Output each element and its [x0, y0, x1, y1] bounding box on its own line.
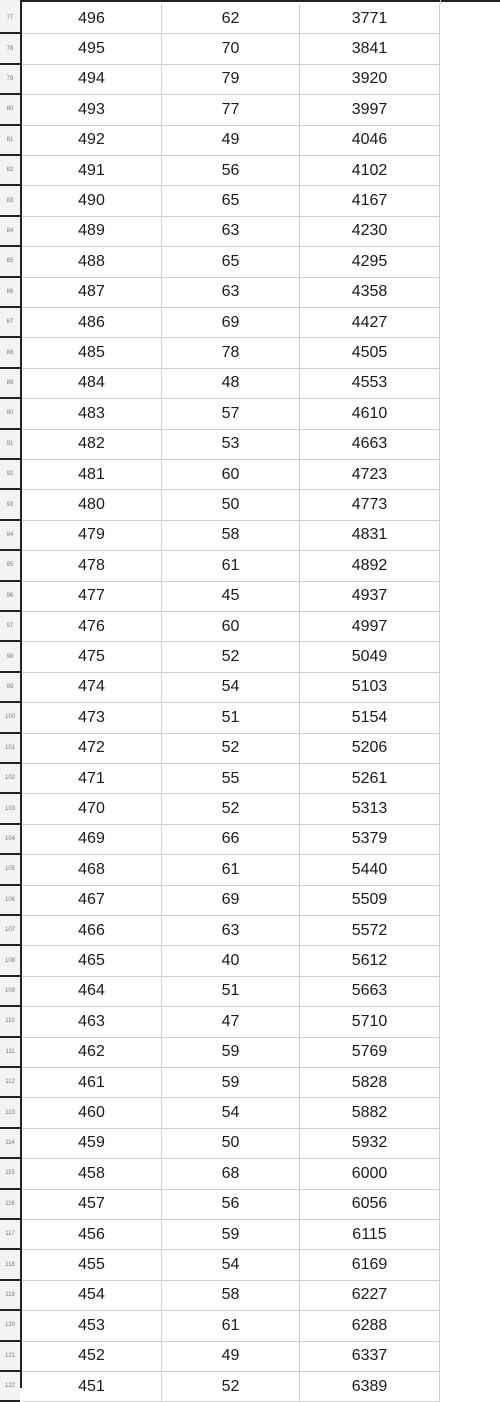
- table-row[interactable]: [0, 490, 500, 520]
- row-number[interactable]: 119: [0, 1281, 20, 1311]
- cell-col-b[interactable]: 48: [162, 369, 300, 399]
- cell-col-b[interactable]: 49: [162, 126, 300, 156]
- table-row[interactable]: [0, 1311, 500, 1341]
- cell-col-c[interactable]: 4102: [300, 156, 440, 186]
- row-number[interactable]: 106: [0, 886, 20, 916]
- cell-col-c[interactable]: 4427: [300, 308, 440, 338]
- row-number[interactable]: 82: [0, 156, 20, 186]
- cell-col-c[interactable]: 6227: [300, 1281, 440, 1311]
- cell-col-c[interactable]: 6115: [300, 1220, 440, 1250]
- cell-col-c[interactable]: 5612: [300, 946, 440, 976]
- cell-col-a[interactable]: 487: [22, 278, 162, 308]
- table-row[interactable]: [0, 703, 500, 733]
- cell-col-c[interactable]: 6169: [300, 1250, 440, 1280]
- cell-col-b[interactable]: 60: [162, 612, 300, 642]
- row-number[interactable]: 98: [0, 642, 20, 672]
- cell-col-c[interactable]: 5509: [300, 886, 440, 916]
- table-row[interactable]: [0, 794, 500, 824]
- row-number[interactable]: 77: [0, 4, 20, 34]
- cell-col-b[interactable]: 65: [162, 186, 300, 216]
- row-number[interactable]: 102: [0, 764, 20, 794]
- table-row[interactable]: [0, 642, 500, 672]
- cell-col-b[interactable]: 56: [162, 1190, 300, 1220]
- table-row[interactable]: [0, 946, 500, 976]
- cell-col-c[interactable]: 4723: [300, 460, 440, 490]
- row-number[interactable]: 117: [0, 1220, 20, 1250]
- cell-col-c[interactable]: 4553: [300, 369, 440, 399]
- cell-col-a[interactable]: 472: [22, 734, 162, 764]
- row-number[interactable]: 95: [0, 551, 20, 581]
- row-number[interactable]: 94: [0, 521, 20, 551]
- cell-col-a[interactable]: 480: [22, 490, 162, 520]
- row-number[interactable]: 109: [0, 977, 20, 1007]
- table-row[interactable]: [0, 34, 500, 64]
- cell-col-a[interactable]: 476: [22, 612, 162, 642]
- cell-col-a[interactable]: 488: [22, 247, 162, 277]
- row-number[interactable]: 88: [0, 338, 20, 368]
- cell-col-a[interactable]: 494: [22, 65, 162, 95]
- cell-col-b[interactable]: 69: [162, 308, 300, 338]
- cell-col-c[interactable]: 5440: [300, 855, 440, 885]
- cell-col-a[interactable]: 468: [22, 855, 162, 885]
- cell-col-b[interactable]: 63: [162, 278, 300, 308]
- table-row[interactable]: [0, 1281, 500, 1311]
- cell-col-a[interactable]: 473: [22, 703, 162, 733]
- row-number[interactable]: 115: [0, 1159, 20, 1189]
- cell-col-b[interactable]: 63: [162, 916, 300, 946]
- cell-col-b[interactable]: 52: [162, 734, 300, 764]
- table-row[interactable]: [0, 886, 500, 916]
- cell-col-c[interactable]: 4831: [300, 521, 440, 551]
- cell-col-b[interactable]: 47: [162, 1007, 300, 1037]
- cell-col-b[interactable]: 60: [162, 460, 300, 490]
- cell-col-c[interactable]: 5261: [300, 764, 440, 794]
- row-number[interactable]: 97: [0, 612, 20, 642]
- cell-col-b[interactable]: 49: [162, 1342, 300, 1372]
- cell-col-b[interactable]: 54: [162, 673, 300, 703]
- cell-col-b[interactable]: 54: [162, 1098, 300, 1128]
- cell-col-a[interactable]: 452: [22, 1342, 162, 1372]
- row-number[interactable]: 114: [0, 1129, 20, 1159]
- cell-col-b[interactable]: 52: [162, 642, 300, 672]
- cell-col-a[interactable]: 471: [22, 764, 162, 794]
- row-number[interactable]: 96: [0, 582, 20, 612]
- cell-col-b[interactable]: 65: [162, 247, 300, 277]
- cell-col-c[interactable]: 6056: [300, 1190, 440, 1220]
- cell-col-b[interactable]: 66: [162, 825, 300, 855]
- row-number[interactable]: 99: [0, 673, 20, 703]
- cell-col-a[interactable]: 483: [22, 399, 162, 429]
- cell-col-a[interactable]: 495: [22, 34, 162, 64]
- cell-col-c[interactable]: 4358: [300, 278, 440, 308]
- cell-col-b[interactable]: 45: [162, 582, 300, 612]
- cell-col-c[interactable]: 5572: [300, 916, 440, 946]
- cell-col-b[interactable]: 52: [162, 794, 300, 824]
- cell-col-b[interactable]: 53: [162, 430, 300, 460]
- cell-col-b[interactable]: 52: [162, 1372, 300, 1402]
- cell-col-a[interactable]: 474: [22, 673, 162, 703]
- cell-col-a[interactable]: 455: [22, 1250, 162, 1280]
- cell-col-a[interactable]: 489: [22, 217, 162, 247]
- row-number[interactable]: 89: [0, 369, 20, 399]
- table-row[interactable]: [0, 1007, 500, 1037]
- row-number[interactable]: 91: [0, 430, 20, 460]
- cell-col-b[interactable]: 79: [162, 65, 300, 95]
- cell-col-b[interactable]: 51: [162, 977, 300, 1007]
- cell-col-b[interactable]: 70: [162, 34, 300, 64]
- row-number[interactable]: 93: [0, 490, 20, 520]
- table-row[interactable]: [0, 1190, 500, 1220]
- table-row[interactable]: [0, 338, 500, 368]
- cell-col-a[interactable]: 479: [22, 521, 162, 551]
- cell-col-b[interactable]: 40: [162, 946, 300, 976]
- cell-col-b[interactable]: 59: [162, 1068, 300, 1098]
- cell-col-b[interactable]: 78: [162, 338, 300, 368]
- cell-col-a[interactable]: 460: [22, 1098, 162, 1128]
- table-row[interactable]: [0, 1159, 500, 1189]
- cell-col-c[interactable]: 6000: [300, 1159, 440, 1189]
- cell-col-b[interactable]: 61: [162, 1311, 300, 1341]
- cell-col-b[interactable]: 57: [162, 399, 300, 429]
- cell-col-a[interactable]: 485: [22, 338, 162, 368]
- cell-col-a[interactable]: 477: [22, 582, 162, 612]
- cell-col-a[interactable]: 467: [22, 886, 162, 916]
- cell-col-c[interactable]: 5379: [300, 825, 440, 855]
- table-row[interactable]: [0, 582, 500, 612]
- cell-col-a[interactable]: 492: [22, 126, 162, 156]
- cell-col-b[interactable]: 54: [162, 1250, 300, 1280]
- table-row[interactable]: [0, 460, 500, 490]
- row-number[interactable]: 113: [0, 1098, 20, 1128]
- table-row[interactable]: [0, 612, 500, 642]
- cell-col-b[interactable]: 56: [162, 156, 300, 186]
- cell-col-c[interactable]: 5154: [300, 703, 440, 733]
- table-row[interactable]: [0, 1098, 500, 1128]
- table-row[interactable]: [0, 551, 500, 581]
- table-row[interactable]: [0, 430, 500, 460]
- table-row[interactable]: [0, 764, 500, 794]
- table-row[interactable]: [0, 1220, 500, 1250]
- cell-col-c[interactable]: 4997: [300, 612, 440, 642]
- cell-col-b[interactable]: 51: [162, 703, 300, 733]
- cell-col-c[interactable]: 5103: [300, 673, 440, 703]
- cell-col-a[interactable]: 482: [22, 430, 162, 460]
- table-row[interactable]: [0, 977, 500, 1007]
- row-number[interactable]: 87: [0, 308, 20, 338]
- cell-col-c[interactable]: 5828: [300, 1068, 440, 1098]
- row-number[interactable]: 105: [0, 855, 20, 885]
- cell-col-a[interactable]: 456: [22, 1220, 162, 1250]
- row-number[interactable]: 78: [0, 34, 20, 64]
- row-number[interactable]: 84: [0, 217, 20, 247]
- cell-col-a[interactable]: 493: [22, 95, 162, 125]
- table-row[interactable]: [0, 855, 500, 885]
- cell-col-c[interactable]: 5769: [300, 1038, 440, 1068]
- cell-col-b[interactable]: 68: [162, 1159, 300, 1189]
- cell-col-c[interactable]: 6288: [300, 1311, 440, 1341]
- row-number[interactable]: 107: [0, 916, 20, 946]
- cell-col-b[interactable]: 58: [162, 521, 300, 551]
- cell-col-c[interactable]: 5882: [300, 1098, 440, 1128]
- cell-col-b[interactable]: 50: [162, 1129, 300, 1159]
- cell-col-b[interactable]: 69: [162, 886, 300, 916]
- cell-col-a[interactable]: 454: [22, 1281, 162, 1311]
- row-number[interactable]: 81: [0, 126, 20, 156]
- table-row[interactable]: [0, 916, 500, 946]
- cell-col-a[interactable]: 453: [22, 1311, 162, 1341]
- table-row[interactable]: [0, 734, 500, 764]
- table-row[interactable]: [0, 1068, 500, 1098]
- table-row[interactable]: [0, 308, 500, 338]
- cell-col-b[interactable]: 61: [162, 551, 300, 581]
- cell-col-c[interactable]: 4937: [300, 582, 440, 612]
- cell-col-a[interactable]: 490: [22, 186, 162, 216]
- cell-col-c[interactable]: 3920: [300, 65, 440, 95]
- cell-col-b[interactable]: 77: [162, 95, 300, 125]
- cell-col-b[interactable]: 58: [162, 1281, 300, 1311]
- cell-col-c[interactable]: 3997: [300, 95, 440, 125]
- table-row[interactable]: [0, 217, 500, 247]
- cell-col-a[interactable]: 466: [22, 916, 162, 946]
- row-number[interactable]: 92: [0, 460, 20, 490]
- cell-col-a[interactable]: 462: [22, 1038, 162, 1068]
- row-number[interactable]: 86: [0, 278, 20, 308]
- cell-col-c[interactable]: 5049: [300, 642, 440, 672]
- cell-col-c[interactable]: 3841: [300, 34, 440, 64]
- cell-col-c[interactable]: 5206: [300, 734, 440, 764]
- table-row[interactable]: [0, 126, 500, 156]
- table-row[interactable]: [0, 278, 500, 308]
- cell-col-b[interactable]: 50: [162, 490, 300, 520]
- cell-col-a[interactable]: 463: [22, 1007, 162, 1037]
- cell-col-c[interactable]: 4663: [300, 430, 440, 460]
- row-number[interactable]: 80: [0, 95, 20, 125]
- cell-col-a[interactable]: 486: [22, 308, 162, 338]
- cell-col-c[interactable]: 3771: [300, 4, 440, 34]
- table-row[interactable]: [0, 1129, 500, 1159]
- table-row[interactable]: [0, 186, 500, 216]
- row-number[interactable]: 112: [0, 1068, 20, 1098]
- cell-col-c[interactable]: 6337: [300, 1342, 440, 1372]
- cell-col-c[interactable]: 4505: [300, 338, 440, 368]
- row-number[interactable]: 116: [0, 1190, 20, 1220]
- cell-col-c[interactable]: 5663: [300, 977, 440, 1007]
- cell-col-a[interactable]: 478: [22, 551, 162, 581]
- cell-col-a[interactable]: 465: [22, 946, 162, 976]
- table-row[interactable]: [0, 825, 500, 855]
- cell-col-b[interactable]: 61: [162, 855, 300, 885]
- row-number[interactable]: 111: [0, 1038, 20, 1068]
- row-number[interactable]: 110: [0, 1007, 20, 1037]
- row-number[interactable]: 79: [0, 65, 20, 95]
- table-row[interactable]: [0, 4, 500, 34]
- table-row[interactable]: [0, 65, 500, 95]
- table-row[interactable]: [0, 673, 500, 703]
- cell-col-c[interactable]: 4773: [300, 490, 440, 520]
- cell-col-b[interactable]: 63: [162, 217, 300, 247]
- cell-col-c[interactable]: 4610: [300, 399, 440, 429]
- cell-col-a[interactable]: 496: [22, 4, 162, 34]
- cell-col-a[interactable]: 464: [22, 977, 162, 1007]
- row-number[interactable]: 121: [0, 1342, 20, 1372]
- cell-col-a[interactable]: 491: [22, 156, 162, 186]
- table-row[interactable]: [0, 399, 500, 429]
- table-row[interactable]: [0, 369, 500, 399]
- cell-col-c[interactable]: 5932: [300, 1129, 440, 1159]
- row-number[interactable]: 104: [0, 825, 20, 855]
- row-number[interactable]: 90: [0, 399, 20, 429]
- table-row[interactable]: [0, 95, 500, 125]
- cell-col-b[interactable]: 62: [162, 4, 300, 34]
- cell-col-b[interactable]: 55: [162, 764, 300, 794]
- cell-col-a[interactable]: 457: [22, 1190, 162, 1220]
- cell-col-c[interactable]: 4230: [300, 217, 440, 247]
- table-row[interactable]: [0, 1342, 500, 1372]
- cell-col-a[interactable]: 475: [22, 642, 162, 672]
- cell-col-c[interactable]: 4295: [300, 247, 440, 277]
- row-number[interactable]: 85: [0, 247, 20, 277]
- cell-col-a[interactable]: 461: [22, 1068, 162, 1098]
- cell-col-a[interactable]: 470: [22, 794, 162, 824]
- row-number[interactable]: 100: [0, 703, 20, 733]
- row-number[interactable]: 122: [0, 1372, 20, 1402]
- table-row[interactable]: [0, 1250, 500, 1280]
- row-number[interactable]: 120: [0, 1311, 20, 1341]
- table-row[interactable]: [0, 247, 500, 277]
- row-number[interactable]: 118: [0, 1250, 20, 1280]
- cell-col-c[interactable]: 5710: [300, 1007, 440, 1037]
- cell-col-a[interactable]: 459: [22, 1129, 162, 1159]
- cell-col-a[interactable]: 458: [22, 1159, 162, 1189]
- cell-col-c[interactable]: 4046: [300, 126, 440, 156]
- table-row[interactable]: [0, 156, 500, 186]
- row-number[interactable]: 108: [0, 946, 20, 976]
- cell-col-b[interactable]: 59: [162, 1038, 300, 1068]
- table-row[interactable]: [0, 1038, 500, 1068]
- row-number[interactable]: 83: [0, 186, 20, 216]
- table-row[interactable]: [0, 521, 500, 551]
- cell-col-c[interactable]: 6389: [300, 1372, 440, 1402]
- row-number[interactable]: 103: [0, 794, 20, 824]
- cell-col-a[interactable]: 451: [22, 1372, 162, 1402]
- cell-col-a[interactable]: 469: [22, 825, 162, 855]
- cell-col-b[interactable]: 59: [162, 1220, 300, 1250]
- cell-col-c[interactable]: 5313: [300, 794, 440, 824]
- cell-col-a[interactable]: 481: [22, 460, 162, 490]
- cell-col-c[interactable]: 4167: [300, 186, 440, 216]
- row-number[interactable]: 101: [0, 734, 20, 764]
- top-border: [22, 0, 500, 2]
- table-row[interactable]: [0, 1372, 500, 1402]
- cell-col-c[interactable]: 4892: [300, 551, 440, 581]
- cell-col-a[interactable]: 484: [22, 369, 162, 399]
